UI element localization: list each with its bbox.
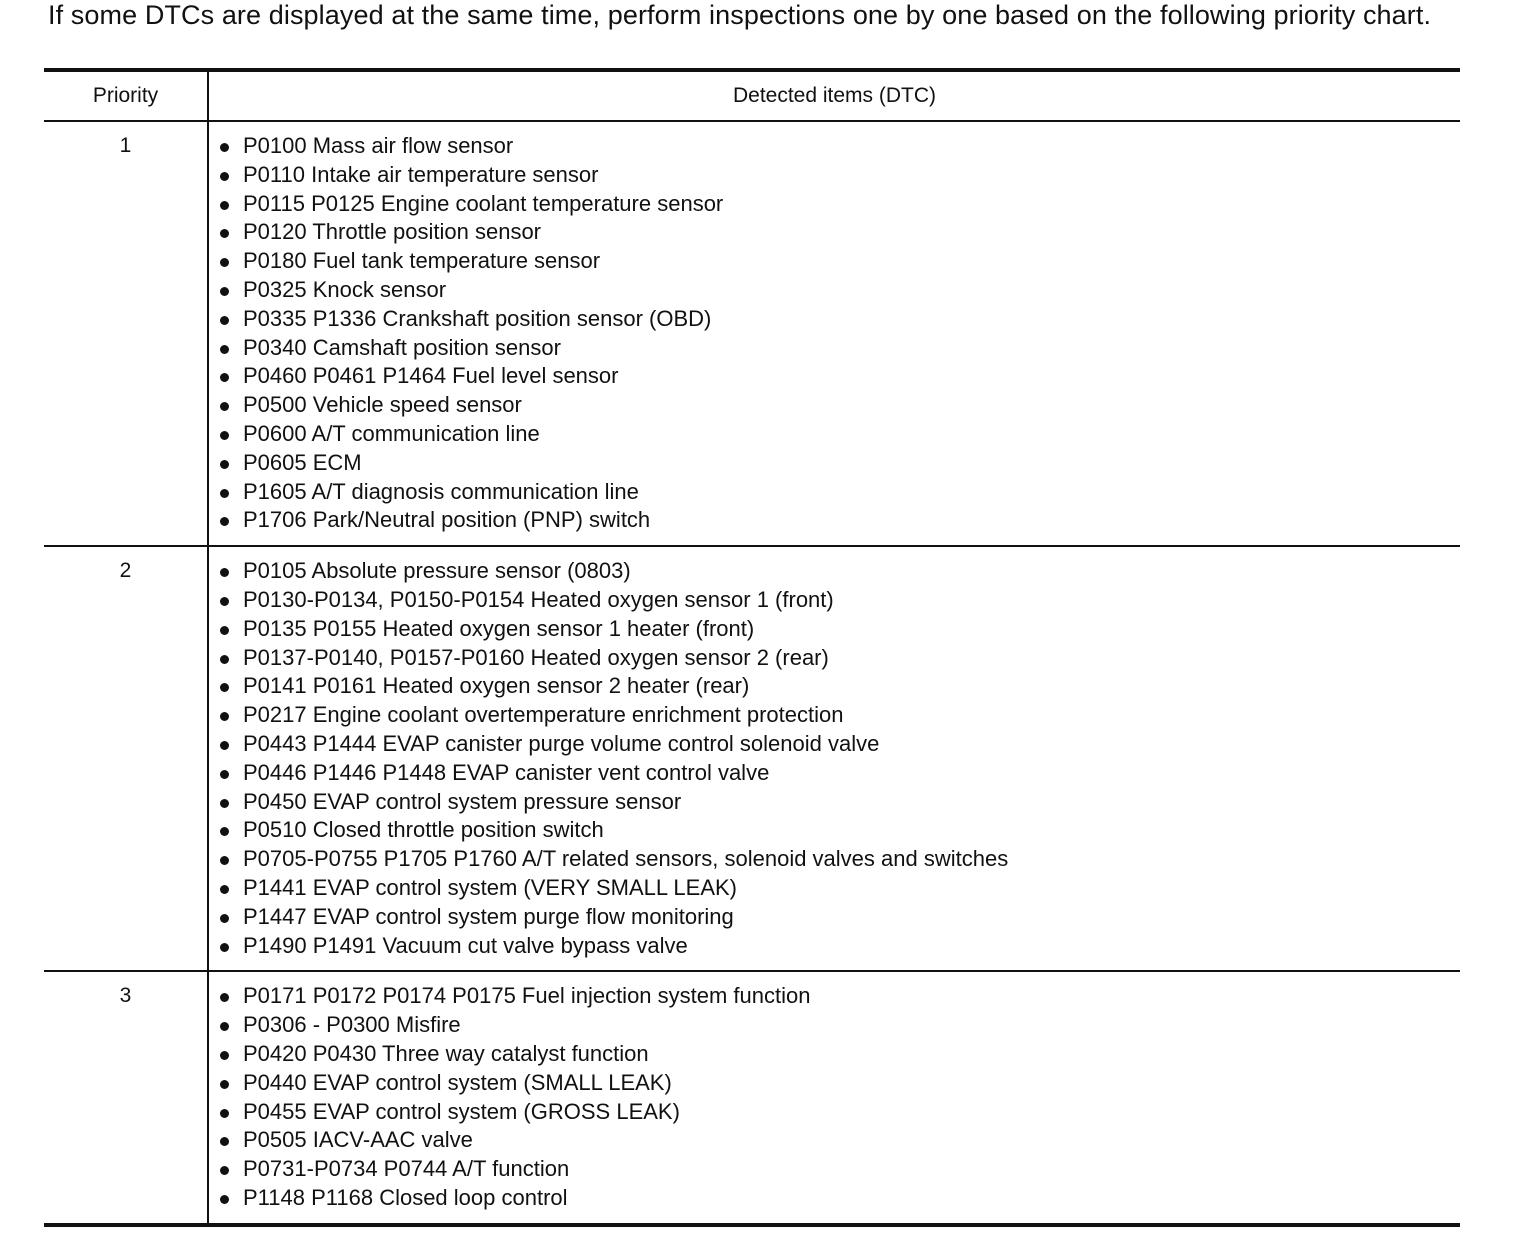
bullet-icon	[220, 143, 229, 152]
bullet-icon	[220, 287, 229, 296]
bullet-icon	[220, 1195, 229, 1204]
dtc-item-text: P0443 P1444 EVAP canister purge volume control solenoid valve	[243, 730, 880, 756]
priority-column-header: Priority	[44, 70, 208, 121]
dtc-list	[219, 982, 1460, 1212]
dtc-item-text: P0455 EVAP control system (GROSS LEAK)	[243, 1098, 680, 1124]
bullet-icon	[220, 597, 229, 606]
bullet-icon	[220, 1051, 229, 1060]
dtc-item-text: P0105 Absolute pressure sensor (0803)	[243, 558, 631, 584]
priority-cell: 2	[44, 546, 208, 971]
bullet-icon	[220, 655, 229, 664]
dtc-item-text: P0705-P0755 P1705 P1760 A/T related sensors, solenoid valves and switches	[243, 846, 1009, 872]
dtc-item-text: P0130-P0134, P0150-P0154 Heated oxygen sensor 1 (front)	[243, 586, 834, 612]
list-item	[219, 982, 1460, 1011]
bullet-icon	[220, 914, 229, 923]
bullet-icon	[220, 1022, 229, 1031]
bullet-icon	[220, 316, 229, 325]
dtc-item-text: P0505 IACV-AAC valve	[243, 1127, 473, 1153]
bullet-icon	[220, 402, 229, 411]
detected-items-cell	[208, 546, 1460, 971]
list-item	[219, 788, 1460, 817]
dtc-item-text: P0115 P0125 Engine coolant temperature sensor	[243, 190, 724, 216]
bullet-icon	[220, 1137, 229, 1146]
list-item	[219, 845, 1460, 874]
dtc-item-text: P0440 EVAP control system (SMALL LEAK)	[243, 1069, 672, 1095]
list-item	[219, 362, 1460, 391]
dtc-item-text: P1447 EVAP control system purge flow monitoring	[243, 903, 734, 929]
bullet-icon	[220, 258, 229, 267]
list-item	[219, 247, 1460, 276]
list-item	[219, 615, 1460, 644]
list-item	[219, 276, 1460, 305]
dtc-item-text: P0180 Fuel tank temperature sensor	[243, 248, 601, 274]
bullet-icon	[220, 568, 229, 577]
list-item	[219, 759, 1460, 788]
dtc-item-text: P0600 A/T communication line	[243, 420, 540, 446]
bullet-icon	[220, 885, 229, 894]
list-item	[219, 161, 1460, 190]
bullet-icon	[220, 172, 229, 181]
list-item	[219, 557, 1460, 586]
list-item	[219, 672, 1460, 701]
dtc-item-text: P0500 Vehicle speed sensor	[243, 392, 522, 418]
bullet-icon	[220, 741, 229, 750]
list-item	[219, 903, 1460, 932]
bullet-icon	[220, 683, 229, 692]
bullet-icon	[220, 1166, 229, 1175]
list-item	[219, 1155, 1460, 1184]
table-row	[44, 971, 1460, 1224]
priority-cell: 3	[44, 971, 208, 1224]
bullet-icon	[220, 1080, 229, 1089]
dtc-item-text: P0137-P0140, P0157-P0160 Heated oxygen sensor 2 (rear)	[243, 644, 829, 670]
dtc-item-text: P0120 Throttle position sensor	[243, 219, 541, 245]
list-item	[219, 334, 1460, 363]
detected-items-cell	[208, 971, 1460, 1224]
bullet-icon	[220, 856, 229, 865]
bullet-icon	[220, 431, 229, 440]
bullet-icon	[220, 201, 229, 210]
dtc-list	[219, 132, 1460, 535]
list-item	[219, 132, 1460, 161]
list-item	[219, 1040, 1460, 1069]
bullet-icon	[220, 345, 229, 354]
list-item	[219, 305, 1460, 334]
dtc-item-text: P1605 A/T diagnosis communication line	[243, 478, 639, 504]
dtc-item-text: P0110 Intake air temperature sensor	[243, 161, 599, 187]
dtc-item-text: P0510 Closed throttle position switch	[243, 817, 604, 843]
dtc-item-text: P0446 P1446 P1448 EVAP canister vent control valve	[243, 759, 770, 785]
dtc-item-text: P0731-P0734 P0744 A/T function	[243, 1156, 570, 1182]
dtc-item-text: P0306 - P0300 Misfire	[243, 1012, 461, 1038]
dtc-item-text: P1441 EVAP control system (VERY SMALL LEAK)	[243, 874, 738, 900]
list-item	[219, 1011, 1460, 1040]
dtc-item-text: P0100 Mass air flow sensor	[243, 133, 514, 158]
priority-table-container	[44, 68, 1460, 1227]
bullet-icon	[220, 712, 229, 721]
bullet-icon	[220, 1109, 229, 1118]
dtc-item-text: P0325 Knock sensor	[243, 276, 447, 302]
table-row	[44, 121, 1460, 546]
dtc-item-text: P0335 P1336 Crankshaft position sensor (OBD)	[243, 305, 712, 331]
dtc-item-text: P1148 P1168 Closed loop control	[243, 1184, 568, 1210]
table-body	[44, 121, 1460, 1225]
dtc-item-text: P0420 P0430 Three way catalyst function	[243, 1040, 649, 1066]
dtc-item-text: P0141 P0161 Heated oxygen sensor 2 heater (rear)	[243, 673, 750, 699]
dtc-item-text: P0605 ECM	[243, 449, 362, 475]
bullet-icon	[220, 993, 229, 1002]
list-item	[219, 506, 1460, 535]
list-item	[219, 478, 1460, 507]
bullet-icon	[220, 460, 229, 469]
bullet-icon	[220, 943, 229, 952]
dtc-item-text: P0340 Camshaft position sensor	[243, 334, 561, 360]
list-item	[219, 730, 1460, 759]
bullet-icon	[220, 229, 229, 238]
list-item	[219, 874, 1460, 903]
bullet-icon	[220, 799, 229, 808]
bullet-icon	[220, 626, 229, 635]
list-item	[219, 391, 1460, 420]
table-header-row	[44, 70, 1460, 121]
bullet-icon	[220, 373, 229, 382]
list-item	[219, 586, 1460, 615]
priority-cell: 1	[44, 121, 208, 546]
dtc-priority-table	[44, 68, 1460, 1227]
bullet-icon	[220, 827, 229, 836]
dtc-item-text: P0450 EVAP control system pressure sensor	[243, 788, 682, 814]
list-item	[219, 420, 1460, 449]
list-item	[219, 1098, 1460, 1127]
list-item	[219, 932, 1460, 961]
dtc-item-text: P0217 Engine coolant overtemperature enrichment protection	[243, 702, 844, 728]
list-item	[219, 701, 1460, 730]
list-item	[219, 218, 1460, 247]
dtc-item-text: P1706 Park/Neutral position (PNP) switch	[243, 507, 651, 533]
detected-items-cell	[208, 121, 1460, 546]
intro-paragraph: If some DTCs are displayed at the same time, perform inspections one by one based on the following priority chart.	[48, 0, 1432, 30]
list-item	[219, 1126, 1460, 1155]
list-item	[219, 816, 1460, 845]
list-item	[219, 1184, 1460, 1213]
list-item	[219, 644, 1460, 673]
list-item	[219, 449, 1460, 478]
bullet-icon	[220, 770, 229, 779]
table-row	[44, 546, 1460, 971]
dtc-item-text: P0460 P0461 P1464 Fuel level sensor	[243, 363, 619, 389]
dtc-item-text: P0135 P0155 Heated oxygen sensor 1 heater (front)	[243, 615, 755, 641]
detected-items-column-header: Detected items (DTC)	[732, 84, 937, 107]
list-item	[219, 190, 1460, 219]
bullet-icon	[220, 489, 229, 498]
dtc-list	[219, 557, 1460, 960]
dtc-item-text: P1490 P1491 Vacuum cut valve bypass valve	[243, 932, 688, 958]
bullet-icon	[220, 517, 229, 526]
dtc-item-text: P0171 P0172 P0174 P0175 Fuel injection system function	[243, 983, 811, 1009]
list-item	[219, 1069, 1460, 1098]
